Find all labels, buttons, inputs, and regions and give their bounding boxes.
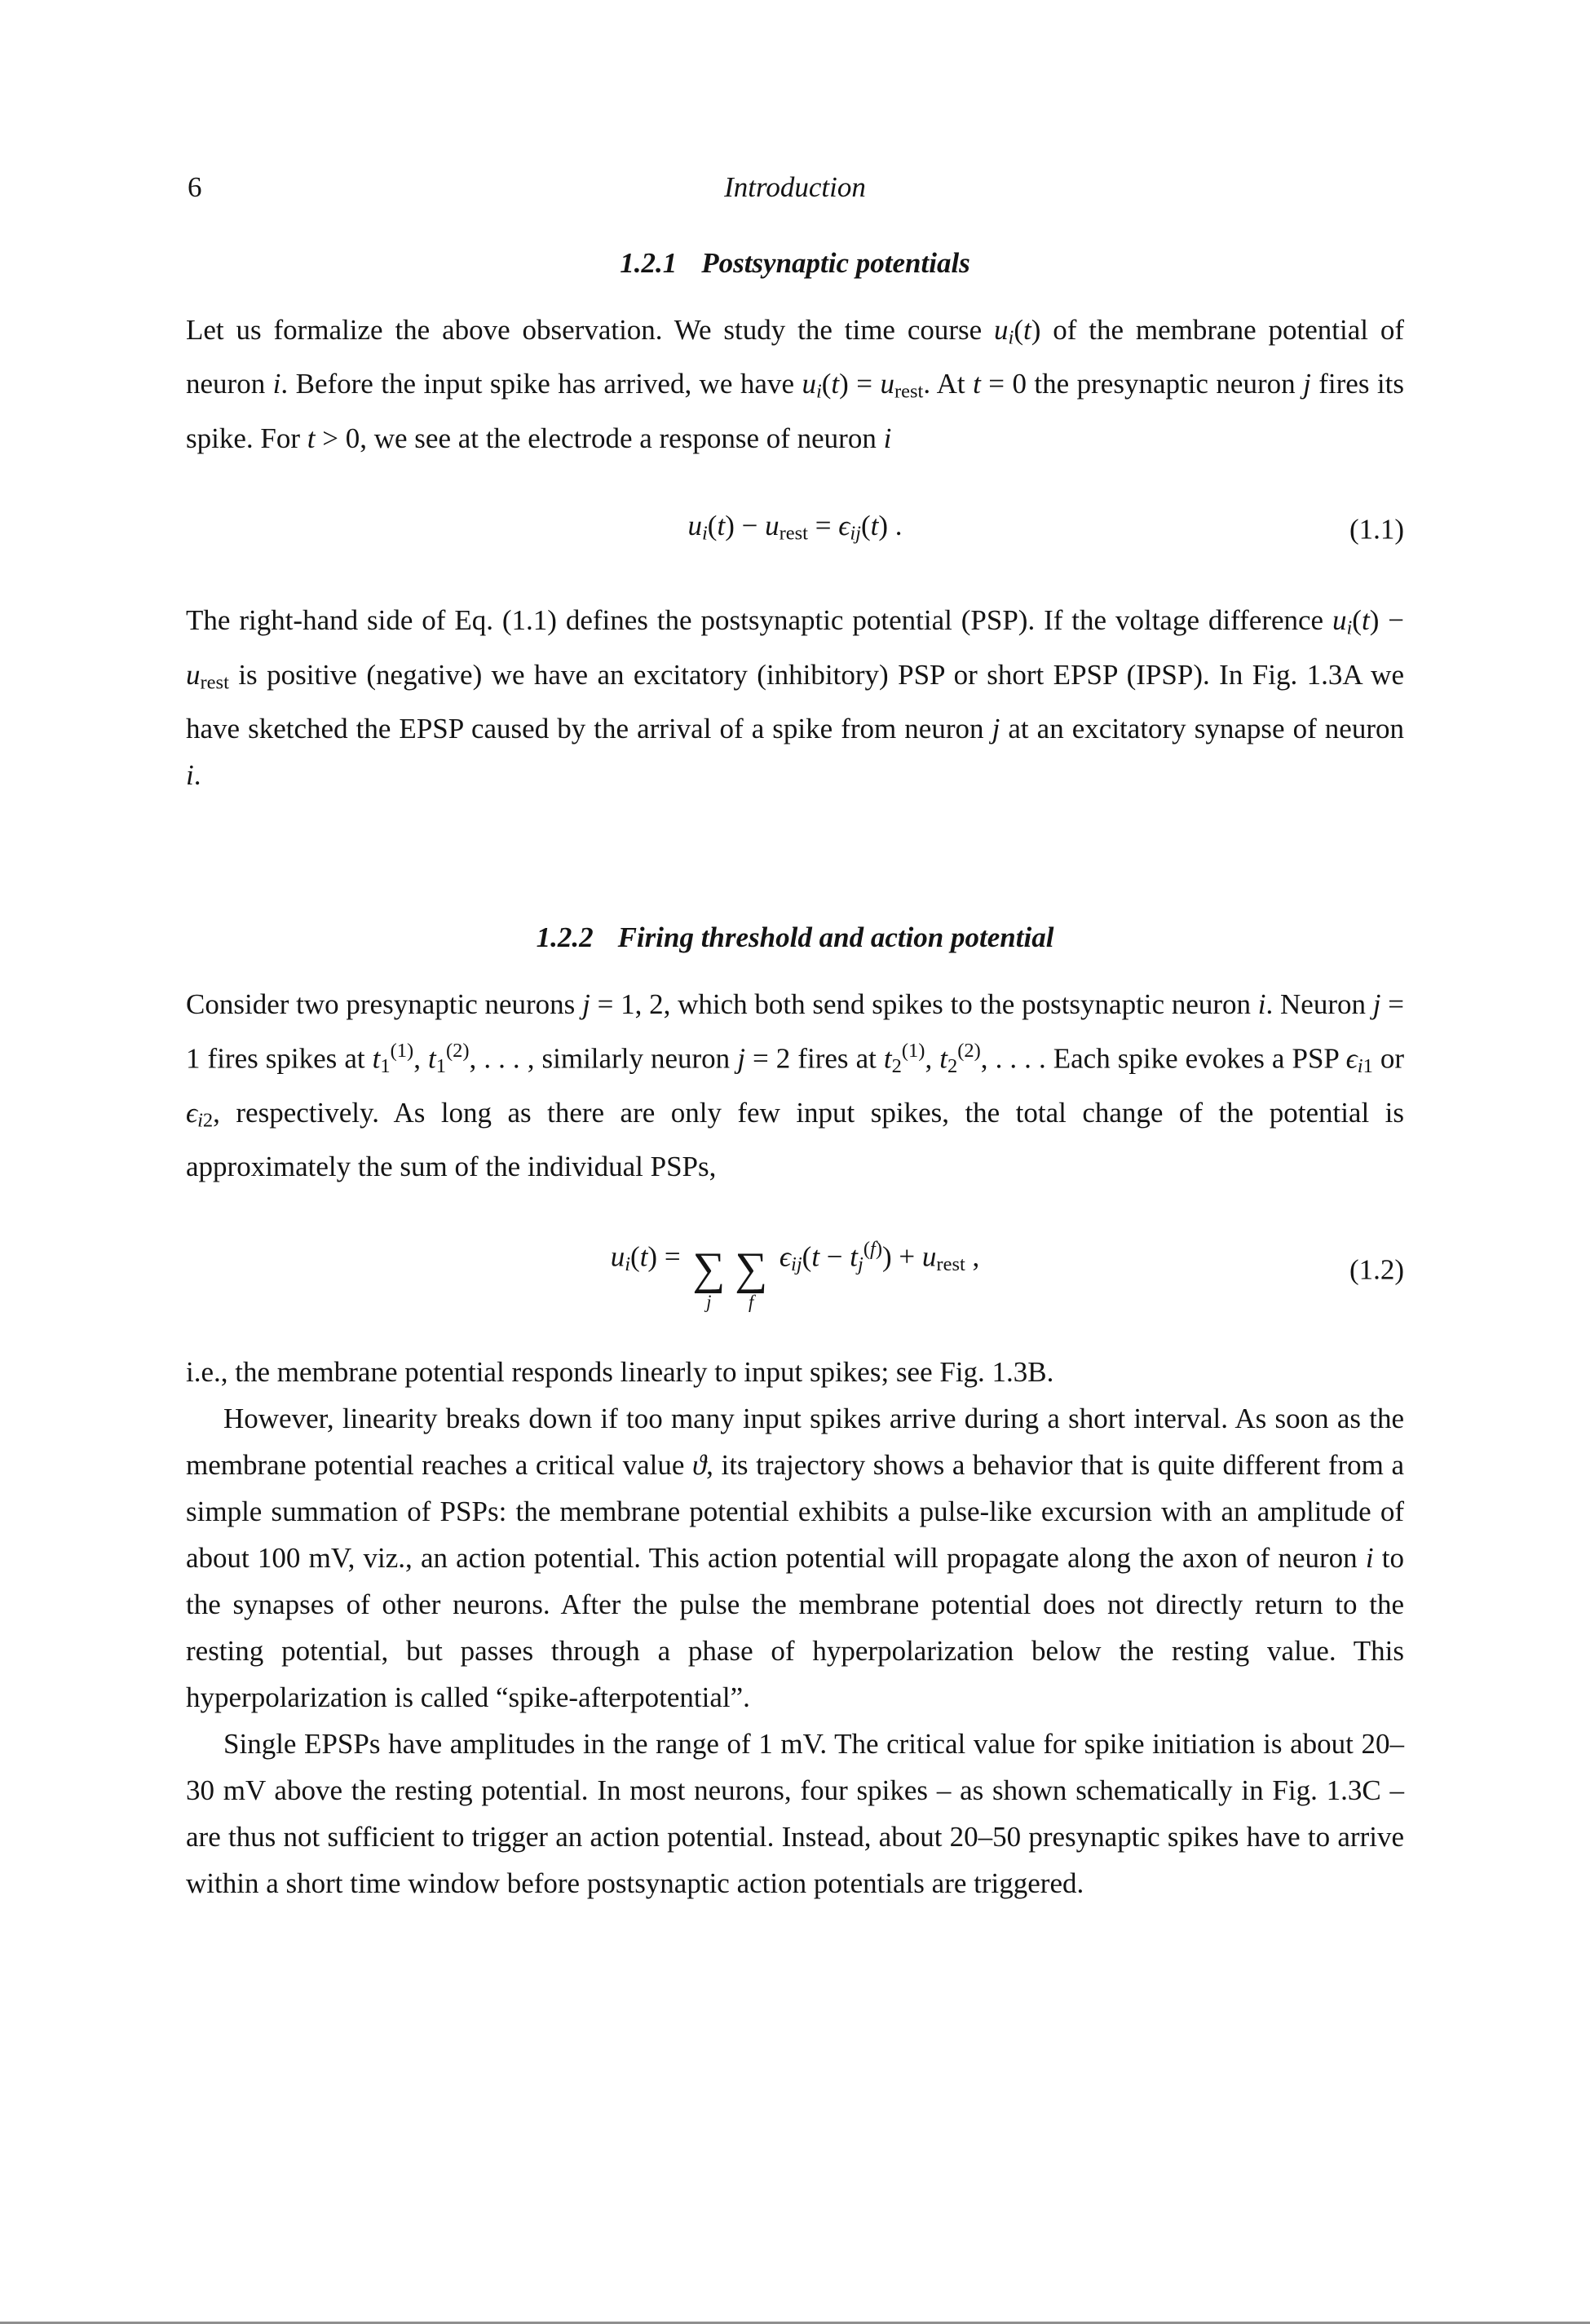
section-heading-1-2-1 [186,245,1404,282]
section-title: Postsynaptic potentials [701,247,970,279]
paragraph-6: Single EPSPs have amplitudes in the range of 1 mV. The critical value for spike initiation is about 20–30 mV above the resting potential. In most neurons, four spikes – as shown schematically in Fig. 1.3C – are thus not sufficient to trigger an action potential. Instead, about 20–50 presynaptic spikes have to arrive within a short time window before postsynaptic action potentials are triggered. [186,1728,1404,1900]
equation-body: $u_i(t)$ = ∑ j ∑ f $\epsilon_{ij}(t - t_j^{(f)}) + u_{rest}$ , [610,1238,980,1313]
section-number: 1.2.1 [620,247,678,279]
equation-1-2 [186,1226,1404,1313]
section-heading-1-2-2 [186,919,1404,957]
section-title: Firing threshold and action potential [617,921,1054,953]
page-number: 6 [188,171,202,203]
running-header [186,170,1404,205]
paragraph-4: i.e., the membrane potential responds linearly to input spikes; see Fig. 1.3B. [186,1356,1054,1389]
paragraph-2: The right-hand side of Eq. (1.1) defines the postsynaptic potential (PSP). If the voltage difference $u_i(t) - u_{rest}$ is positive (negative) we have an excitatory (inhibitory) PSP or short EPSP (IPSP). In Fig. 1.3A we have sketched the EPSP caused by the arrival of a spike from neuron j at an excitatory synapse of neuron i. [186,604,1404,791]
equation-1-1 [186,502,1404,556]
equation-number: (1.1) [1349,513,1404,546]
paragraph-5: However, linearity breaks down if too many input spikes arrive during a short interval. As soon as the membrane potential reaches a critical value ϑ, its trajectory shows a behavior that is quite different from a simple summation of PSPs: the membrane potential exhibits a pulse-like excursion with an amplitude of about 100 mV, viz., an action potential. This action potential will propagate along the axon of neuron i to the synapses of other neurons. After the pulse the membrane potential does not directly return to the resting potential, but passes through a phase of hyperpolarization below the resting value. This hyperpolarization is called “spike-afterpotential”. [186,1403,1405,1714]
running-head-title: Introduction [724,171,866,203]
paragraph-1: Let us formalize the above observation. We study the time course $u_i(t)$ of the membrane potential of neuron i. Before the input spike has arrived, we have $u_i(t) = u_{rest}$. At t = 0 the presynaptic neuron j fires its spike. For t > 0, we see at the electrode a response of neuron i [186,314,1404,454]
equation-number: (1.2) [1349,1253,1404,1286]
paragraph-3: Consider two presynaptic neurons j = 1, 2, which both send spikes to the postsynaptic neuron i. Neuron j = 1 fires spikes at $t_1^{(1)}$, $t_1^{(2)}$, . . . , similarly neuron j = 2 fires at $t_2^{(1)}$, $t_2^{(2)}$, . . . . Each spike evokes a PSP $\epsilon_{i1}$ or $\epsilon_{i2}$, respectively. As long as there are only few input spikes, the total change of the potential is approximately the sum of the individual PSPs, [186,987,1405,1183]
section-number: 1.2.2 [536,921,594,953]
equation-body: $u_i(t) - u_{rest} = \epsilon_{ij}(t)$ . [687,509,903,545]
